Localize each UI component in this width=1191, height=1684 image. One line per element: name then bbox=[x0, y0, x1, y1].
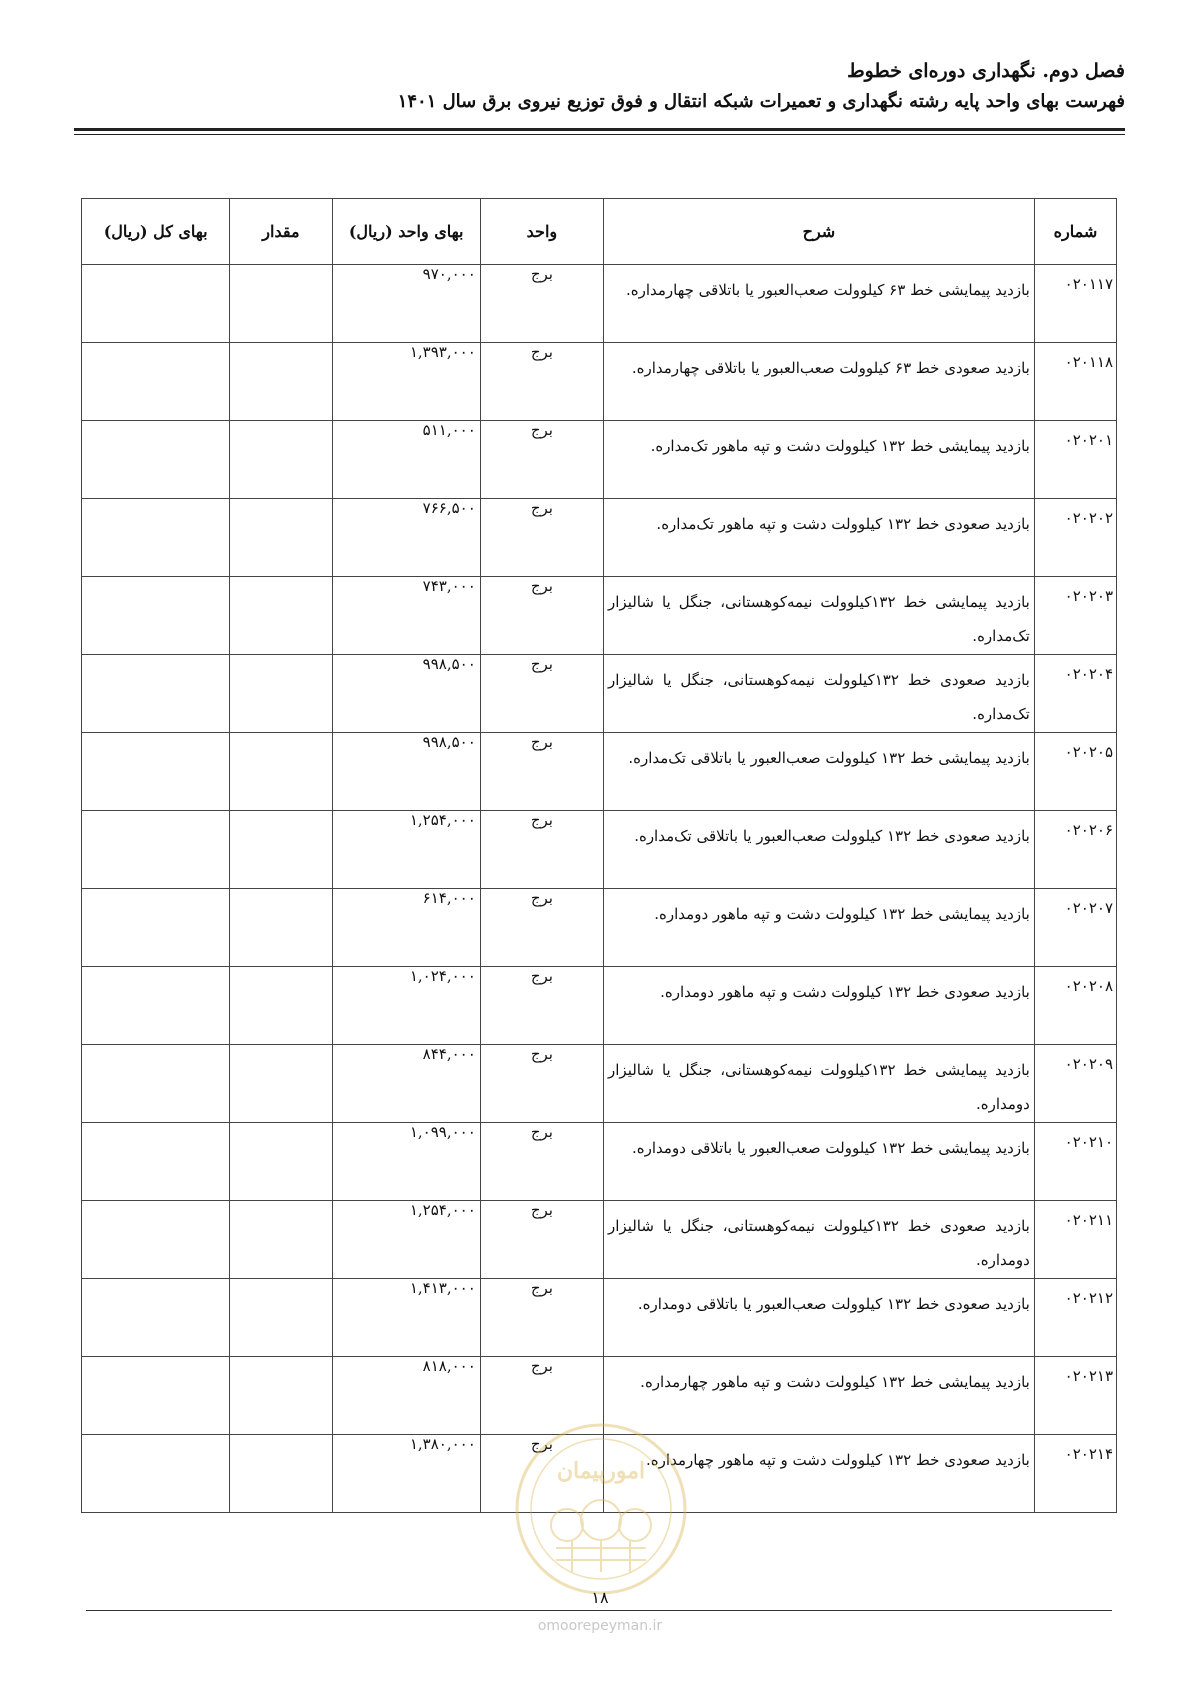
table-row bbox=[82, 733, 1117, 811]
item-code: ۰۲۰۲۰۳ bbox=[1034, 577, 1116, 655]
table-row bbox=[82, 1201, 1117, 1279]
item-total bbox=[82, 265, 230, 343]
item-unit-price: ۵۱۱,۰۰۰ bbox=[332, 421, 480, 499]
item-code: ۰۲۰۲۱۳ bbox=[1034, 1357, 1116, 1435]
page-number: ۱۸ bbox=[591, 1588, 609, 1607]
table-row bbox=[82, 1045, 1117, 1123]
item-unit: برج bbox=[480, 499, 603, 577]
item-total bbox=[82, 733, 230, 811]
item-unit: برج bbox=[480, 265, 603, 343]
table-row bbox=[82, 811, 1117, 889]
item-description: بازدید پیمایشی خط ۱۳۲ کیلوولت صعب‌العبور یا باتلاقی تک‌مداره. bbox=[604, 733, 1035, 811]
item-unit: برج bbox=[480, 343, 603, 421]
item-code: ۰۲۰۲۰۴ bbox=[1034, 655, 1116, 733]
item-description: بازدید پیمایشی خط ۱۳۲ کیلوولت دشت و تپه ماهور تک‌مداره. bbox=[604, 421, 1035, 499]
item-description: بازدید پیمایشی خط ۱۳۲کیلوولت نیمه‌کوهستانی، جنگل یا شالیزار تک‌مداره. bbox=[604, 577, 1035, 655]
item-unit-price: ۷۶۶,۵۰۰ bbox=[332, 499, 480, 577]
item-unit-price: ۱,۲۵۴,۰۰۰ bbox=[332, 1201, 480, 1279]
item-unit-price: ۹۹۸,۵۰۰ bbox=[332, 733, 480, 811]
item-code: ۰۲۰۲۰۸ bbox=[1034, 967, 1116, 1045]
item-unit-price: ۱,۳۸۰,۰۰۰ bbox=[332, 1435, 480, 1513]
item-unit: برج bbox=[480, 967, 603, 1045]
item-description: بازدید پیمایشی خط ۱۳۲ کیلوولت صعب‌العبور یا باتلاقی دومداره. bbox=[604, 1123, 1035, 1201]
item-total bbox=[82, 421, 230, 499]
item-total bbox=[82, 967, 230, 1045]
col-header-unit: واحد bbox=[480, 199, 603, 265]
item-unit: برج bbox=[480, 655, 603, 733]
item-description: بازدید صعودی خط ۱۳۲کیلوولت نیمه‌کوهستانی، جنگل یا شالیزار تک‌مداره. bbox=[604, 655, 1035, 733]
item-description: بازدید صعودی خط ۱۳۲کیلوولت نیمه‌کوهستانی، جنگل یا شالیزار دومداره. bbox=[604, 1201, 1035, 1279]
item-unit-price: ۸۴۴,۰۰۰ bbox=[332, 1045, 480, 1123]
item-quantity bbox=[230, 967, 332, 1045]
item-description: بازدید صعودی خط ۶۳ کیلوولت صعب‌العبور یا باتلاقی چهارمداره. bbox=[604, 343, 1035, 421]
item-total bbox=[82, 1279, 230, 1357]
item-unit-price: ۹۹۸,۵۰۰ bbox=[332, 655, 480, 733]
item-unit-price: ۱,۲۵۴,۰۰۰ bbox=[332, 811, 480, 889]
table-row bbox=[82, 1279, 1117, 1357]
item-description: بازدید پیمایشی خط ۱۳۲کیلوولت نیمه‌کوهستانی، جنگل یا شالیزار دومداره. bbox=[604, 1045, 1035, 1123]
item-unit-price: ۱,۳۹۳,۰۰۰ bbox=[332, 343, 480, 421]
chapter-title: فصل دوم. نگهداری دوره‌ای خطوط bbox=[847, 60, 1125, 82]
item-total bbox=[82, 343, 230, 421]
item-code: ۰۲۰۲۱۴ bbox=[1034, 1435, 1116, 1513]
header-row bbox=[82, 199, 1117, 265]
table-row bbox=[82, 967, 1117, 1045]
item-quantity bbox=[230, 1045, 332, 1123]
item-total bbox=[82, 1201, 230, 1279]
item-unit: برج bbox=[480, 1435, 603, 1513]
item-total bbox=[82, 1435, 230, 1513]
item-description: بازدید صعودی خط ۱۳۲ کیلوولت دشت و تپه ماهور تک‌مداره. bbox=[604, 499, 1035, 577]
item-description: بازدید پیمایشی خط ۶۳ کیلوولت صعب‌العبور یا باتلاقی چهارمداره. bbox=[604, 265, 1035, 343]
table-row bbox=[82, 577, 1117, 655]
watermark-url: omoorepeyman.ir bbox=[537, 1618, 663, 1634]
item-total bbox=[82, 577, 230, 655]
item-unit: برج bbox=[480, 1357, 603, 1435]
item-unit: برج bbox=[480, 733, 603, 811]
item-total bbox=[82, 1045, 230, 1123]
page-header bbox=[74, 56, 1125, 116]
item-description: بازدید صعودی خط ۱۳۲ کیلوولت صعب‌العبور یا باتلاقی تک‌مداره. bbox=[604, 811, 1035, 889]
col-header-total: بهای کل (ریال) bbox=[82, 199, 230, 265]
item-description: بازدید صعودی خط ۱۳۲ کیلوولت صعب‌العبور یا باتلاقی دومداره. bbox=[604, 1279, 1035, 1357]
document-subtitle: فهرست بهای واحد پایه رشته نگهداری و تعمیرات شبکه انتقال و فوق توزیع نیروی برق سال ۱۴۰۱ bbox=[397, 91, 1125, 112]
item-quantity bbox=[230, 655, 332, 733]
item-code: ۰۲۰۲۰۹ bbox=[1034, 1045, 1116, 1123]
table-row bbox=[82, 1435, 1117, 1513]
item-quantity bbox=[230, 421, 332, 499]
table-row bbox=[82, 499, 1117, 577]
item-code: ۰۲۰۱۱۷ bbox=[1034, 265, 1116, 343]
table-row bbox=[82, 889, 1117, 967]
item-unit: برج bbox=[480, 811, 603, 889]
table-row bbox=[82, 1123, 1117, 1201]
item-quantity bbox=[230, 811, 332, 889]
item-quantity bbox=[230, 1123, 332, 1201]
item-unit-price: ۷۴۳,۰۰۰ bbox=[332, 577, 480, 655]
item-description: بازدید پیمایشی خط ۱۳۲ کیلوولت دشت و تپه ماهور دومداره. bbox=[604, 889, 1035, 967]
item-total bbox=[82, 1123, 230, 1201]
item-code: ۰۲۰۲۰۵ bbox=[1034, 733, 1116, 811]
table-row bbox=[82, 265, 1117, 343]
table-row bbox=[82, 343, 1117, 421]
item-quantity bbox=[230, 343, 332, 421]
col-header-unit-price: بهای واحد (ریال) bbox=[332, 199, 480, 265]
item-code: ۰۲۰۲۱۱ bbox=[1034, 1201, 1116, 1279]
item-quantity bbox=[230, 1357, 332, 1435]
item-total bbox=[82, 811, 230, 889]
item-quantity bbox=[230, 733, 332, 811]
item-unit-price: ۸۱۸,۰۰۰ bbox=[332, 1357, 480, 1435]
col-header-quantity: مقدار bbox=[230, 199, 332, 265]
table-row bbox=[82, 1357, 1117, 1435]
item-unit: برج bbox=[480, 1123, 603, 1201]
item-code: ۰۲۰۱۱۸ bbox=[1034, 343, 1116, 421]
header-rule-thick bbox=[74, 128, 1125, 131]
item-quantity bbox=[230, 1201, 332, 1279]
item-unit-price: ۱,۴۱۳,۰۰۰ bbox=[332, 1279, 480, 1357]
header-rule-thin bbox=[74, 134, 1125, 135]
table-header bbox=[82, 199, 1117, 265]
footer-rule bbox=[86, 1610, 1112, 1611]
item-quantity bbox=[230, 499, 332, 577]
item-unit: برج bbox=[480, 421, 603, 499]
item-quantity bbox=[230, 577, 332, 655]
item-code: ۰۲۰۲۱۰ bbox=[1034, 1123, 1116, 1201]
item-description: بازدید صعودی خط ۱۳۲ کیلوولت دشت و تپه ماهور چهارمداره. bbox=[604, 1435, 1035, 1513]
item-unit-price: ۱,۰۹۹,۰۰۰ bbox=[332, 1123, 480, 1201]
item-code: ۰۲۰۲۰۷ bbox=[1034, 889, 1116, 967]
item-description: بازدید پیمایشی خط ۱۳۲ کیلوولت دشت و تپه ماهور چهارمداره. bbox=[604, 1357, 1035, 1435]
item-unit: برج bbox=[480, 577, 603, 655]
item-quantity bbox=[230, 1435, 332, 1513]
item-total bbox=[82, 499, 230, 577]
item-unit: برج bbox=[480, 1279, 603, 1357]
watermark-text: امورپیمان bbox=[556, 1458, 646, 1484]
item-code: ۰۲۰۲۰۲ bbox=[1034, 499, 1116, 577]
item-quantity bbox=[230, 1279, 332, 1357]
item-total bbox=[82, 1357, 230, 1435]
item-unit-price: ۶۱۴,۰۰۰ bbox=[332, 889, 480, 967]
item-unit-price: ۱,۰۲۴,۰۰۰ bbox=[332, 967, 480, 1045]
item-total bbox=[82, 889, 230, 967]
item-code: ۰۲۰۲۰۶ bbox=[1034, 811, 1116, 889]
item-quantity bbox=[230, 889, 332, 967]
table-row bbox=[82, 655, 1117, 733]
item-unit-price: ۹۷۰,۰۰۰ bbox=[332, 265, 480, 343]
table-row bbox=[82, 421, 1117, 499]
item-code: ۰۲۰۲۰۱ bbox=[1034, 421, 1116, 499]
table-body bbox=[82, 265, 1117, 1513]
item-code: ۰۲۰۲۱۲ bbox=[1034, 1279, 1116, 1357]
item-quantity bbox=[230, 265, 332, 343]
item-description: بازدید صعودی خط ۱۳۲ کیلوولت دشت و تپه ماهور دومداره. bbox=[604, 967, 1035, 1045]
col-header-desc: شرح bbox=[604, 199, 1035, 265]
item-unit: برج bbox=[480, 1045, 603, 1123]
item-total bbox=[82, 655, 230, 733]
item-unit: برج bbox=[480, 1201, 603, 1279]
item-unit: برج bbox=[480, 889, 603, 967]
price-list-table bbox=[81, 198, 1117, 1513]
col-header-code: شماره bbox=[1034, 199, 1116, 265]
